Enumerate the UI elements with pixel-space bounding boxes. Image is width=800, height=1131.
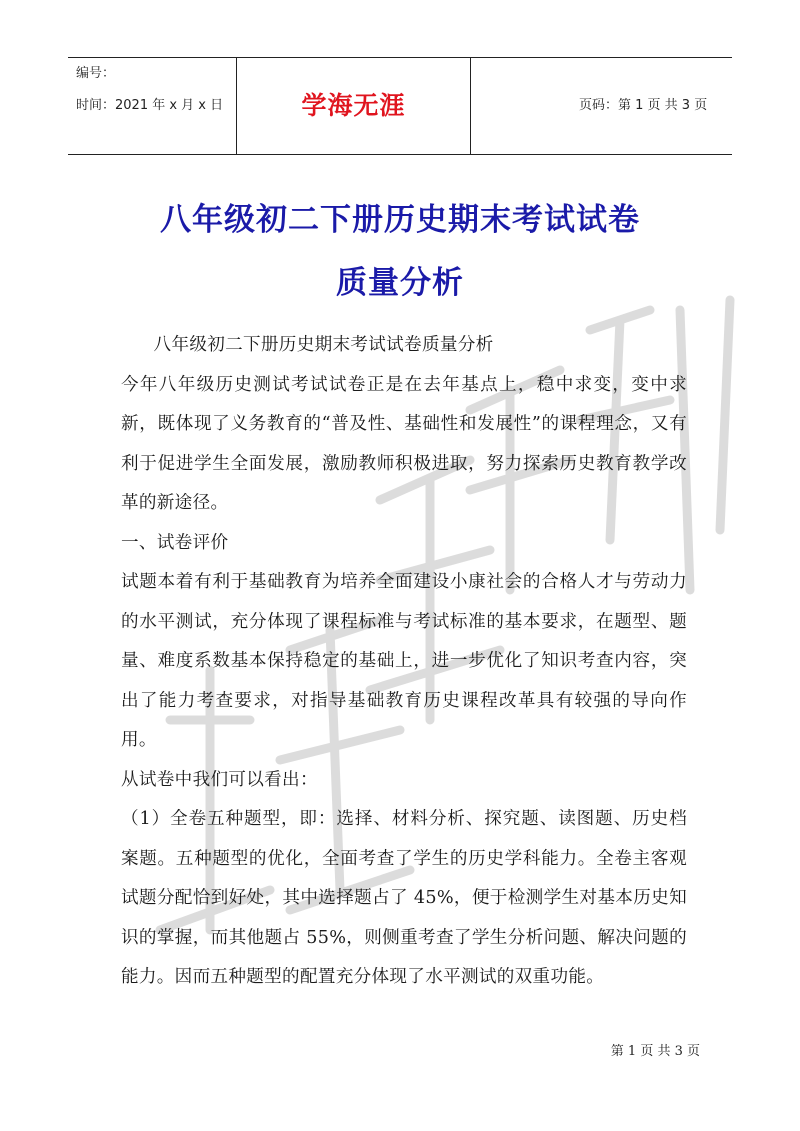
header-table xyxy=(68,57,732,155)
paragraph-1: 今年八年级历史测试考试试卷正是在去年基点上，稳中求变，变中求新，既体现了义务教育的“普及性、基础性和发展性”的课程理念，又有利于促进学生全面发展，激励教师积极进取，努力探索历史教育教学改革的新途径。 xyxy=(121,374,687,513)
document-title-line-1: 八年级初二下册历史期末考试试卷 xyxy=(160,202,640,238)
header-right-cell xyxy=(471,58,732,154)
page-footer: 第 1 页 共 3 页 xyxy=(610,1044,700,1059)
document-number-label: 编号： xyxy=(76,66,116,81)
paragraph-3: 从试卷中我们可以看出： xyxy=(121,769,318,790)
intro-title: 八年级初二下册历史期末考试试卷质量分析 xyxy=(153,335,494,355)
paragraph-2: 试题本着有利于基础教育为培养全面建设小康社会的合格人才与劳动力的水平测试，充分体现了课程标准与考试标准的基本要求，在题型、题量、难度系数基本保持稳定的基础上，进一步优化了知识考查内容，突出了能力考查要求，对指导基础教育历史课程改革具有较强的导向作用。 xyxy=(121,572,687,750)
brand-text: 学海无涯 xyxy=(301,91,406,120)
paragraph-4: （1）全卷五种题型，即：选择、材料分析、探究题、读图题、历史档案题。五种题型的优化，全面考查了学生的历史学科能力。全卷主客观试题分配恰到好处，其中选择题占了 45%，便于检测学生对基本历史知识的掌握，而其他题占 55%，则侧重考查了学生分析问题、解决问题的能力。因而五种题型的配置充分体现了水平测试的双重功能。 xyxy=(121,809,687,987)
section-heading-1: 一、试卷评价 xyxy=(121,532,229,553)
document-title-line-2: 质量分析 xyxy=(336,265,464,301)
page-number-label: 页码：第 1 页 共 3 页 xyxy=(579,98,708,113)
document-time-label: 时间：2021 年 x 月 x 日 xyxy=(76,98,224,113)
body-text xyxy=(121,326,687,998)
header-mid-cell xyxy=(236,58,471,154)
header-left-cell xyxy=(68,58,236,154)
